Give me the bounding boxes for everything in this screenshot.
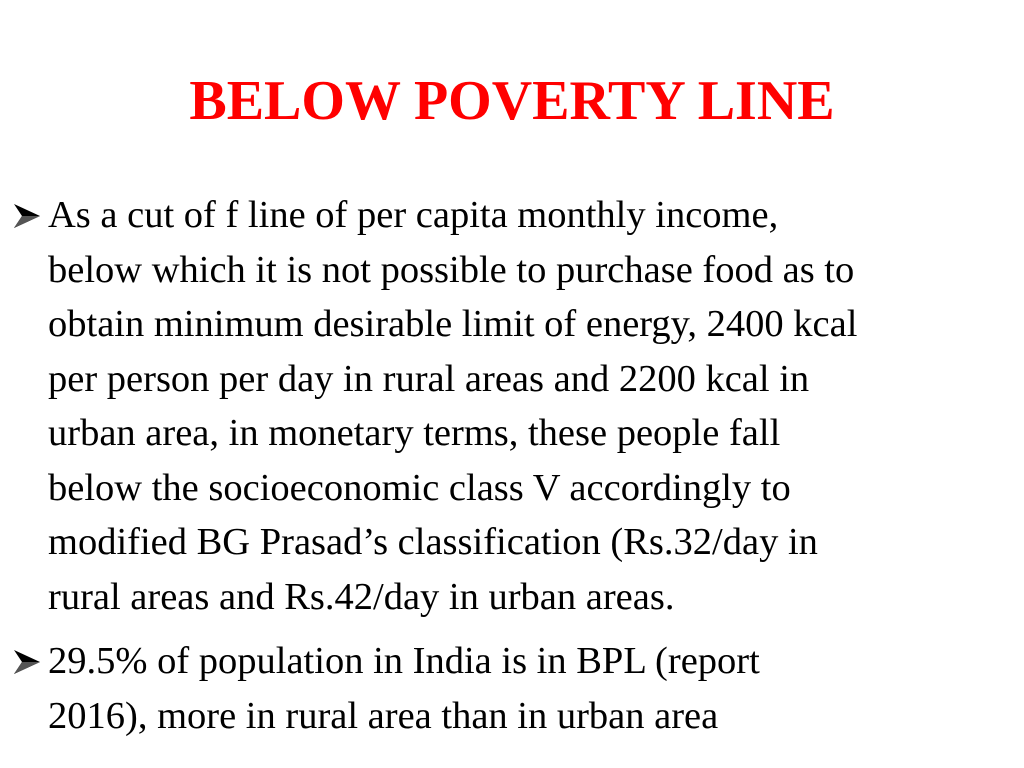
bullet-text — [48, 188, 1008, 624]
bullet-line: below the socioeconomic class V accordingly to — [48, 466, 791, 509]
bullet-line: 2016), more in rural area than in urban area — [48, 694, 719, 737]
bullet-line: obtain minimum desirable limit of energy, 2400 kcal — [48, 303, 858, 345]
bullet-line: modified BG Prasad’s classification (Rs.32/day in — [48, 521, 818, 563]
bullet-line: rural areas and Rs.42/day in urban areas. — [48, 575, 675, 618]
bullet-item — [0, 634, 1024, 743]
bullet-list — [0, 188, 1024, 743]
bullet-line: 29.5% of population in India is in BPL (report — [48, 640, 760, 682]
bullet-text — [48, 634, 1008, 743]
slide-title: BELOW POVERTY LINE — [189, 70, 835, 132]
arrow-bullet-icon — [12, 648, 42, 676]
arrow-bullet-icon — [12, 202, 42, 230]
bullet-line: below which it is not possible to purchase food as to — [48, 248, 855, 291]
bullet-line: As a cut of f line of per capita monthly income, — [48, 194, 779, 236]
bullet-item — [0, 188, 1024, 624]
bullet-line: urban area, in monetary terms, these people fall — [48, 412, 781, 454]
bullet-line: per person per day in rural areas and 2200 kcal in — [48, 357, 810, 400]
